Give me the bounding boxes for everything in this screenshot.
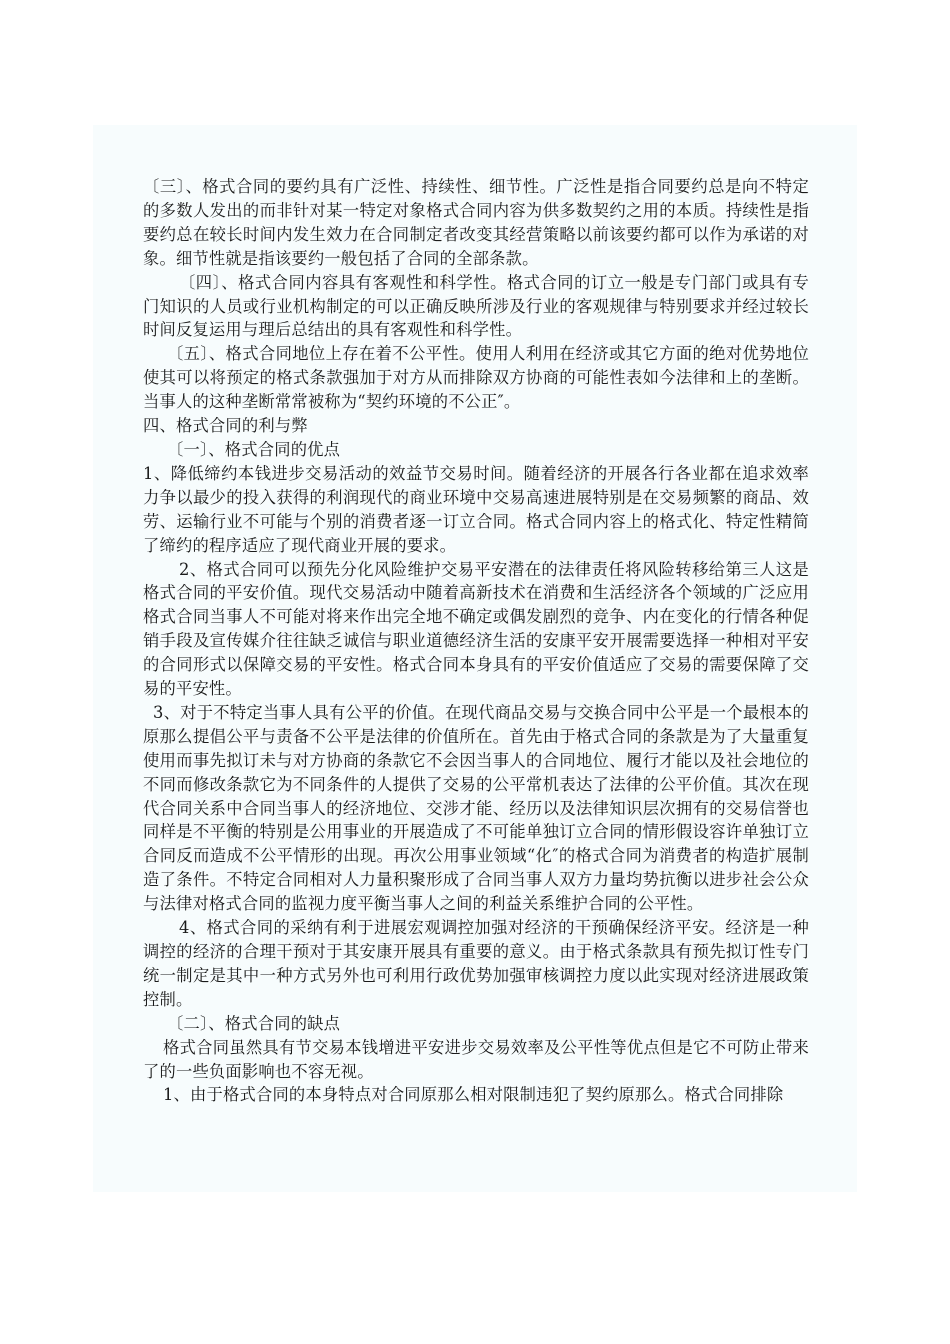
paragraph-objectivity: 〔四〕、格式合同内容具有客观性和科学性。格式合同的订立一般是专门部门或具有专门知识的人员或行业机构制定的可以正确反映所涉及行业的客观规律与特别要求并经过较长时间反复运用与理后总结出的具有客观性和科学性。 [143, 272, 809, 340]
paragraph-offer-characteristics: 〔三〕、格式合同的要约具有广泛性、持续性、细节性。广泛性是指合同要约总是向不特定的多数人发出的而非针对某一特定对象格式合同内容为供多数契约之用的本质。持续性是指要约总在较长时间内发生效力在合同制定者改变其经营策略以前该要约都可以作为承诺的对象。细节性就是指该要约一般包括了合同的全部条款。 [143, 177, 809, 268]
document-body [143, 175, 809, 1107]
section-heading-pros-cons: 四、格式合同的利与弊 [143, 416, 308, 436]
subheading-disadvantages: 〔二〕、格式合同的缺点 [167, 1013, 341, 1033]
subheading-advantages: 〔一〕、格式合同的优点 [167, 439, 341, 459]
paragraph-advantage-3: 3、对于不特定当事人具有公平的价值。在现代商品交易与交换合同中公平是一个最根本的原那么提倡公平与责备不公平是法律的价值所在。首先由于格式合同的条款是为了大量重复使用而事先拟订未与对方协商的条款它不会因当事人的合同地位、履行才能以及社会地位的不同而修改条款它为不同条件的人提供了交易的公平常机表达了法律的公平价值。其次在现代合同关系中合同当事人的经济地位、交涉才能、经历以及法律知识层次拥有的交易信誉也同样是不平衡的特别是公用事业的开展造成了不可能单独订立合同的情形假设容许单独订立合同反而造成不公平情形的出现。再次公用事业领域“化″的格式合同为消费者的构造扩展制造了条件。不特定合同相对人力量积聚形成了合同当事人双方力量均势抗衡以进步社会公众与法律对格式合同的监视力度平衡当事人之间的利益关系维护合同的公平性。 [143, 702, 809, 914]
paragraph-disadvantage-intro: 格式合同虽然具有节交易本钱增进平安进步交易效率及公平性等优点但是它不可防止带来了的一些负面影响也不容无视。 [143, 1037, 809, 1081]
paragraph-advantage-4: 4、格式合同的采纳有利于进展宏观调控加强对经济的干预确保经济平安。经济是一种调控的经济的合理干预对于其安康开展具有重要的意义。由于格式条款具有预先拟订性专门统一制定是其中一种方式另外也可利用行政优势加强审核调控力度以此实现对经济进展政策控制。 [143, 918, 809, 1009]
paragraph-advantage-2: 2、格式合同可以预先分化风险维护交易平安潜在的法律责任将风险转移给第三人这是格式合同的平安价值。现代交易活动中随着高新技术在消费和生活经济各个领域的广泛应用格式合同当事人不可能对将来作出完全地不确定或偶发剧烈的竞争、内在变化的行情各种促销手段及宣传媒介往往缺乏诚信与职业道德经济生活的安康平安开展需要选择一种相对平安的合同形式以保障交易的平安性。格式合同本身具有的平安价值适应了交易的需要保障了交易的平安性。 [143, 559, 809, 699]
paragraph-unfairness: 〔五〕、格式合同地位上存在着不公平性。使用人利用在经济或其它方面的绝对优势地位使其可以将预定的格式条款强加于对方从而排除双方协商的可能性表如今法律和上的垄断。当事人的这种垄断常常被称为“契约环境的不公正″。 [143, 344, 809, 412]
paragraph-advantage-1: 1、降低缔约本钱进步交易活动的效益节交易时间。随着经济的开展各行各业都在追求效率力争以最少的投入获得的利润现代的商业环境中交易高速进展特别是在交易频繁的商品、效劳、运输行业不可能与个别的消费者逐一订立合同。格式合同内容上的格式化、特定性精简了缔约的程序适应了现代商业开展的要求。 [143, 463, 809, 555]
paragraph-disadvantage-1: 1、由于格式合同的本身特点对合同原那么相对限制违犯了契约原那么。格式合同排除 [163, 1085, 784, 1105]
